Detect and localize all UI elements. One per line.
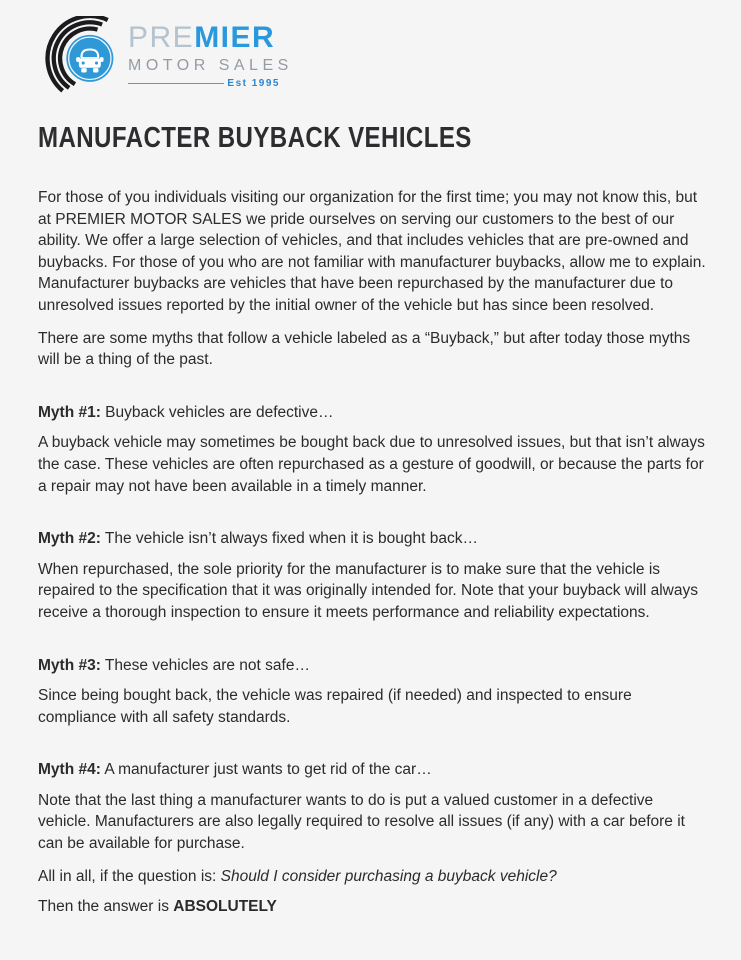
myth-heading: [38, 655, 707, 677]
brand-rule-line: [128, 83, 224, 84]
intro-paragraph: For those of you individuals visiting our organization for the first time; you may not know this, but at PREMIER MOTOR SALES we pride ourselves on serving our customers to the best of our ability. We offer a large selection of vehicles, and that includes vehicles that are pre-owned and buybacks. For those of you who are not familiar with manufacturer buybacks, allow me to explain. Manufacturer buybacks are vehicles that have been repurchased by the manufacturer due to unresolved issues reported by the initial owner of the vehicle but has since been resolved.: [38, 189, 706, 314]
myth-section-3: [38, 655, 707, 729]
myth-body: Note that the last thing a manufacturer wants to do is put a valued customer in a defective vehicle. Manufacturers are also legally required to resolve all issues (if any) with a car before it can be available for purchase.: [38, 791, 685, 853]
answer-text: ABSOLUTELY: [173, 898, 277, 916]
conclusion-question-line: [38, 866, 707, 888]
brand-name-mier: MIER: [194, 21, 276, 54]
myth-claim: A manufacturer just wants to get rid of the car…: [100, 761, 432, 779]
premier-logo: [38, 16, 707, 96]
logo-wordmark: [128, 21, 293, 89]
myth-section-1: [38, 402, 707, 497]
myth-heading: [38, 528, 707, 550]
brand-subtitle: MOTOR SALES: [128, 57, 293, 74]
brand-established-label: Est 1995: [227, 78, 280, 89]
conclusion-answer-line: [38, 896, 707, 918]
myth-section-4: [38, 759, 707, 854]
answer-prefix: Then the answer is: [38, 898, 174, 916]
car-dealership-logo-icon: [38, 16, 126, 96]
myth-label: Myth #1:: [38, 403, 101, 421]
myth-label: Myth #3:: [38, 656, 101, 674]
intro-section: [38, 187, 707, 371]
myth-claim: The vehicle isn’t always fixed when it is bought back…: [100, 530, 478, 548]
myth-section-2: [38, 528, 707, 623]
myth-label: Myth #2:: [38, 530, 101, 548]
myth-body: Since being bought back, the vehicle was repaired (if needed) and inspected to ensure compliance with all safety standards.: [38, 687, 632, 726]
myth-heading: [38, 402, 707, 424]
conclusion-question: Should I consider purchasing a buyback vehicle?: [220, 867, 557, 885]
myth-label: Myth #4:: [38, 761, 101, 779]
page-title: MANUFACTER BUYBACK VEHICLES: [38, 122, 472, 154]
myth-claim: Buyback vehicles are defective…: [100, 403, 334, 421]
myth-heading: [38, 759, 707, 781]
conclusion-section: [38, 866, 707, 918]
intro-paragraph: There are some myths that follow a vehicle labeled as a “Buyback,” but after today those myths will be a thing of the past.: [38, 329, 691, 369]
conclusion-prefix: All in all, if the question is:: [38, 867, 221, 885]
myth-claim: These vehicles are not safe…: [100, 656, 310, 674]
myth-body: A buyback vehicle may sometimes be bought back due to unresolved issues, but that isn’t always the case. These vehicles are often repurchased as a gesture of goodwill, or because the parts for a repair may not have been available in a timely manner.: [38, 434, 705, 495]
myth-body: When repurchased, the sole priority for the manufacturer is to make sure that the vehicle is repaired to the specification that it was originally intended for. Note that your buyback will always receive a thorough inspection to ensure it meets performance and reliability expectations.: [38, 560, 698, 621]
car-icon: [66, 35, 113, 82]
brand-name-pre: PRE: [128, 21, 195, 54]
brand-rule: [128, 78, 280, 89]
brand-name: [128, 23, 280, 53]
